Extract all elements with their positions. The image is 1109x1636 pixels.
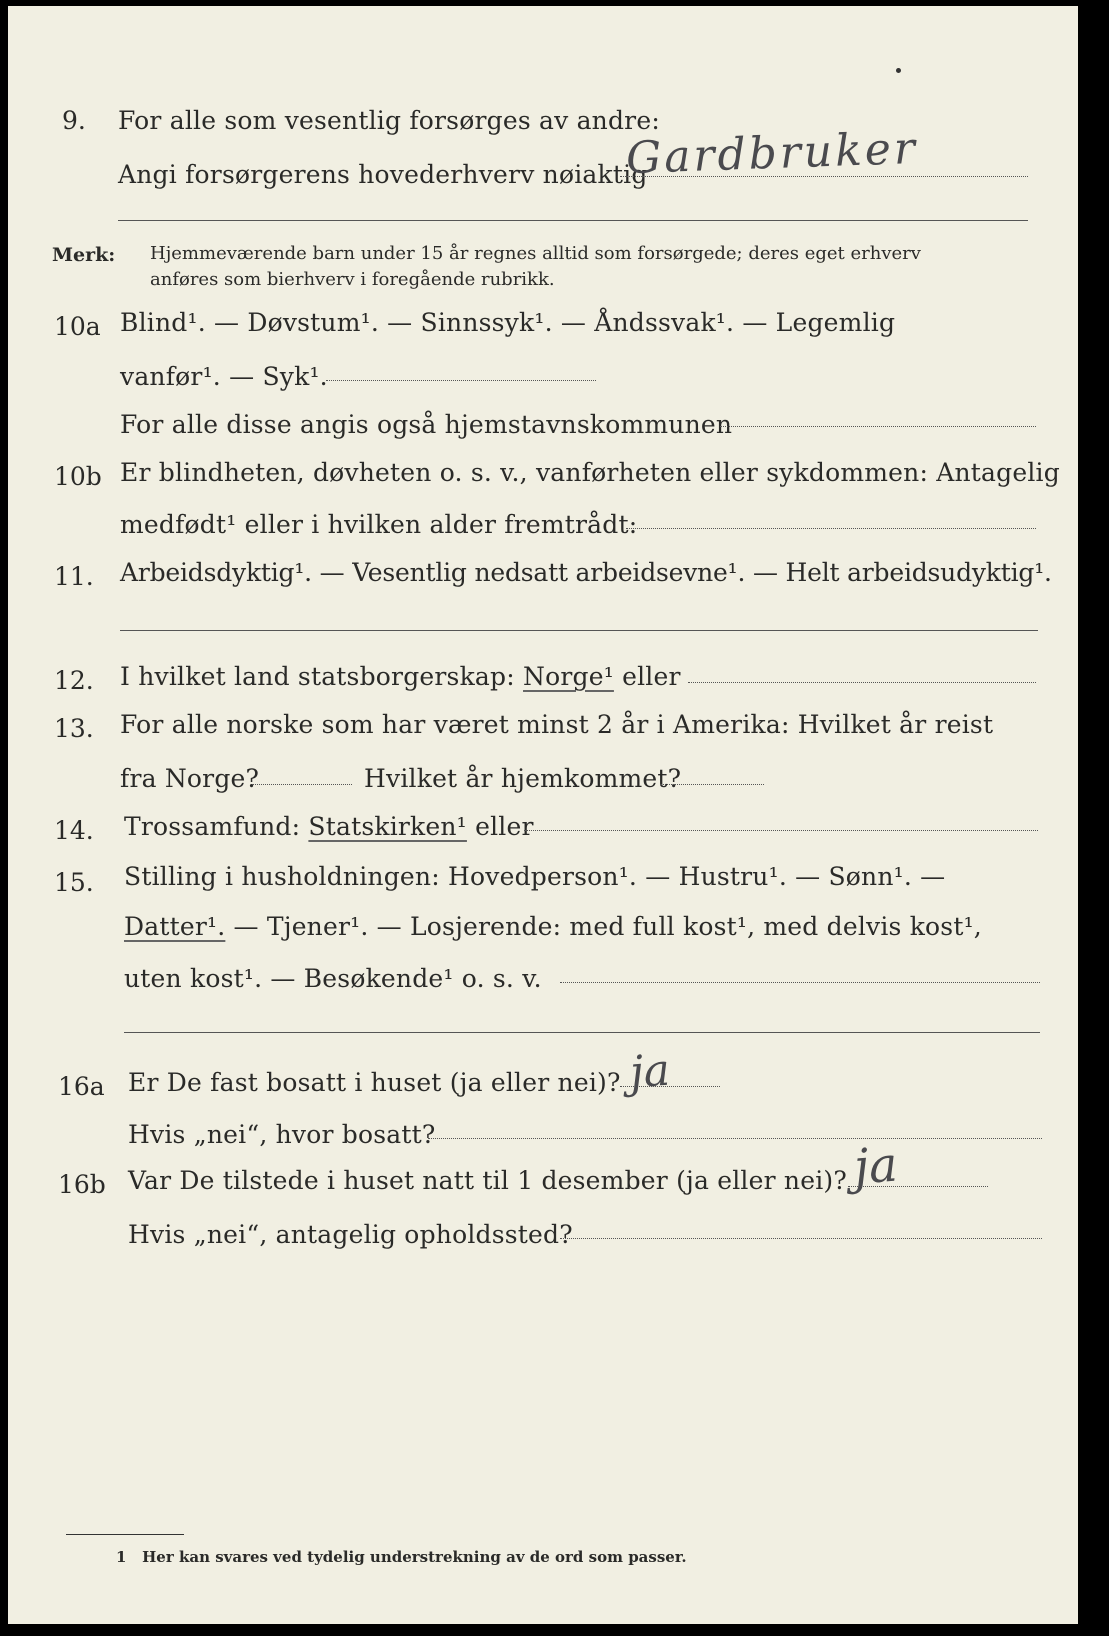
q15-underlined: Datter¹. (124, 912, 226, 941)
q11-line1: Arbeidsdyktig¹. — Vesentlig nedsatt arbeidsevne¹. — Helt arbeidsudyktig¹. (120, 558, 1052, 587)
q16a-bosatt-line (428, 1138, 1042, 1139)
q12-pre: I hvilket land statsborgerskap: (120, 662, 515, 691)
footnote-text: Her kan svares ved tydelig understrekning av de ord som passer. (142, 1548, 687, 1566)
q12-number: 12. (54, 666, 94, 695)
census-form-page (8, 6, 1078, 1624)
q15-answer-line (560, 982, 1040, 983)
q10a-kommune-line (720, 426, 1036, 427)
footnote-mark: 1 (116, 1548, 127, 1566)
q12-post: eller (622, 662, 681, 691)
q10b-line1: Er blindheten, døvheten o. s. v., vanførheten eller sykdommen: Antagelig (120, 458, 1060, 487)
q14-answer-line (524, 830, 1038, 831)
q12-line (120, 662, 681, 691)
q14-underlined: Statskirken¹ (308, 812, 467, 841)
footnote (116, 1548, 687, 1566)
q10a-line2: vanfør¹. — Syk¹. (120, 362, 328, 391)
q9-number: 9. (62, 106, 86, 135)
q16a-line2: Hvis „nei“, hvor bosatt? (128, 1120, 436, 1149)
q15-line2 (124, 912, 982, 941)
q10a-syk-line (326, 380, 596, 381)
q9-handwritten-answer: Gardbruker (625, 122, 919, 185)
q9-extra-line (118, 220, 1028, 221)
q16a-line1: Er De fast bosatt i huset (ja eller nei)? (128, 1068, 621, 1097)
q15-line3: uten kost¹. — Besøkende¹ o. s. v. (124, 964, 542, 993)
q16a-number: 16a (58, 1072, 105, 1101)
q12-underlined: Norge¹ (523, 662, 614, 691)
q15-extra-line (124, 1032, 1040, 1033)
q15-line1: Stilling i husholdningen: Hovedperson¹. — Hustru¹. — Sønn¹. — (124, 862, 946, 891)
merk-line1: Hjemmeværende barn under 15 år regnes alltid som forsørgede; deres eget erhverv (150, 243, 921, 264)
q9-line2: Angi forsørgerens hovederhverv nøiaktig (118, 160, 648, 189)
q11-number: 11. (54, 562, 94, 591)
q16b-line2: Hvis „nei“, antagelig opholdssted? (128, 1220, 573, 1249)
q16b-handwritten-answer: ja (852, 1136, 900, 1196)
q14-line (124, 812, 534, 841)
q14-pre: Trossamfund: (124, 812, 301, 841)
q10a-line3: For alle disse angis også hjemstavnskommunen (120, 410, 733, 439)
q10b-number: 10b (54, 462, 102, 491)
q12-answer-line (688, 682, 1036, 683)
q15-line2-rest: — Tjener¹. — Losjerende: med full kost¹, med delvis kost¹, (233, 912, 982, 941)
q14-number: 14. (54, 816, 94, 845)
q15-number: 15. (54, 868, 94, 897)
q10a-line1: Blind¹. — Døvstum¹. — Sinnssyk¹. — Åndssvak¹. — Legemlig (120, 308, 896, 337)
q10b-line2: medfødt¹ eller i hvilken alder fremtrådt: (120, 510, 638, 539)
footnote-rule (66, 1534, 184, 1535)
q13-line1: For alle norske som har været minst 2 år i Amerika: Hvilket år reist (120, 710, 994, 739)
q13-line2a: fra Norge? (120, 764, 260, 793)
q9-line1: For alle som vesentlig forsørges av andre: (118, 106, 660, 135)
q13-reist-line (252, 784, 352, 785)
merk-line2: anføres som bierhverv i foregående rubrikk. (150, 269, 555, 290)
q16b-line1: Var De tilstede i huset natt til 1 desember (ja eller nei)? (128, 1166, 847, 1195)
q16b-number: 16b (58, 1170, 106, 1199)
q13-number: 13. (54, 714, 94, 743)
q13-line2b: Hvilket år hjemkommet? (364, 764, 682, 793)
q13-hjemkommet-line (660, 784, 764, 785)
q14-post: eller (475, 812, 534, 841)
merk-label: Merk: (52, 244, 116, 266)
ink-speck (896, 68, 901, 73)
q16a-handwritten-answer: ja (628, 1044, 672, 1099)
q16b-opholdssted-line (560, 1238, 1042, 1239)
q11-answer-line (120, 630, 1038, 631)
q10b-answer-line (626, 528, 1036, 529)
q10a-number: 10a (54, 312, 101, 341)
